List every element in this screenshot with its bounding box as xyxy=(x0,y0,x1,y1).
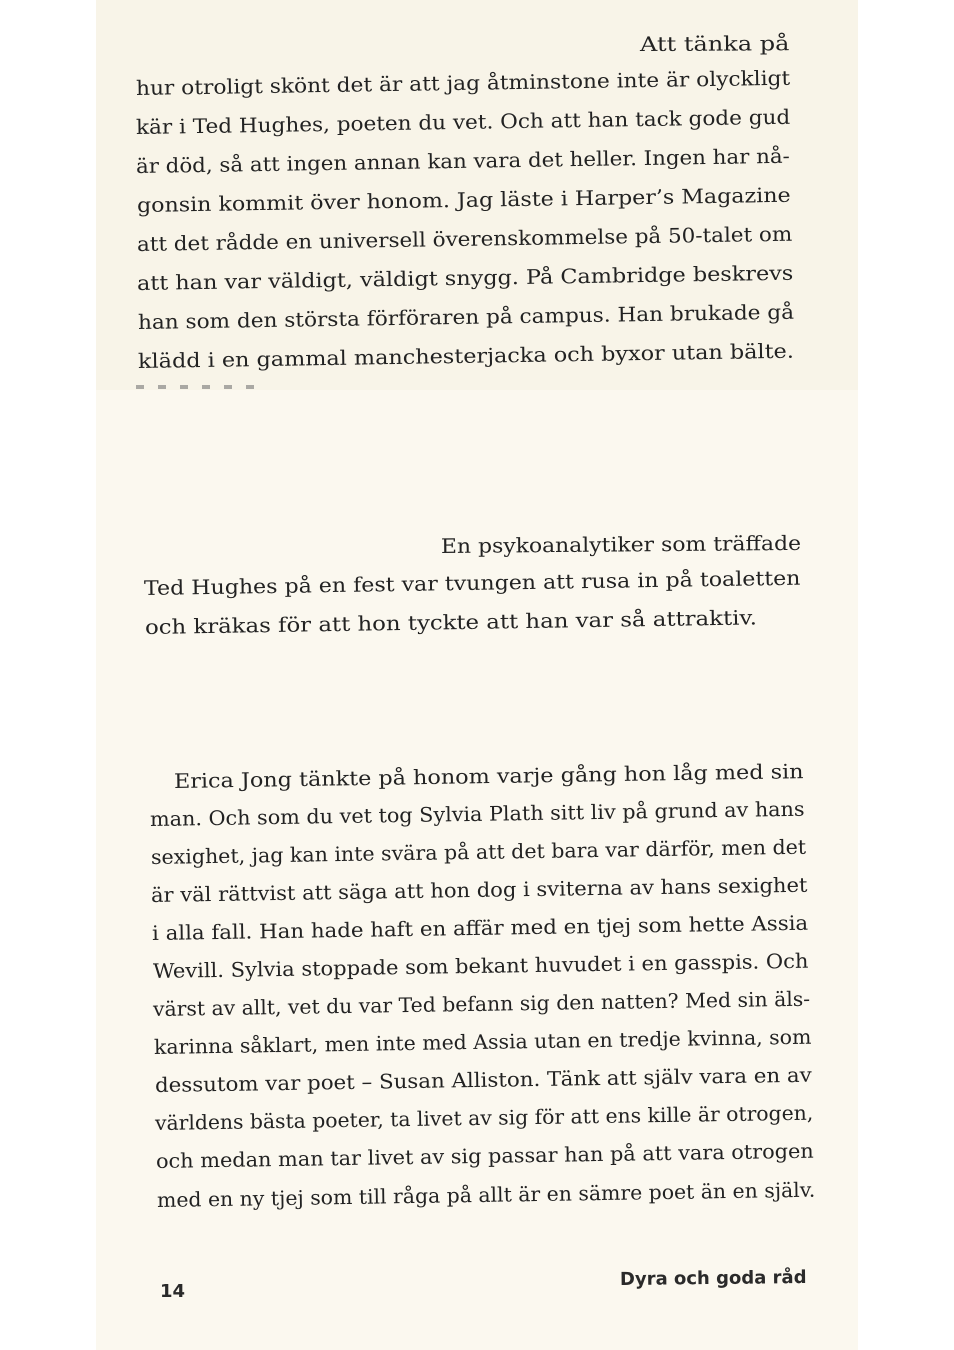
text-line: Att tänka på xyxy=(639,31,790,56)
text-line: kär i Ted Hughes, poeten du vet. Och att han tack gode gud xyxy=(135,104,791,139)
text-line: och kräkas för att hon tyckte att han var så attraktiv. xyxy=(144,605,758,639)
text-line: klädd i en gammal manchesterjacka och byxor utan bälte. xyxy=(137,338,795,373)
text-line: värst av allt, vet du var Ted befann sig den natten? Med sin äls- xyxy=(152,986,811,1021)
text-line: han som den största förföraren på campus. Han brukade gå xyxy=(137,299,795,334)
text-line: karinna såklart, men inte med Assia utan en tredje kvinna, som xyxy=(153,1024,812,1059)
text-line: Wevill. Sylvia stoppade som bekant huvudet i en gasspis. Och xyxy=(152,948,809,983)
page-number: 14 xyxy=(160,1281,186,1302)
text-line: gonsin kommit över honom. Jag läste i Harper’s Magazine xyxy=(136,182,791,217)
text-line: att det rådde en universell överenskommelse på 50-talet om xyxy=(136,221,793,256)
text-line: världens bästa poeter, ta livet av sig för att ens kille är otrogen, xyxy=(154,1100,814,1135)
running-title: Dyra och goda råd xyxy=(619,1267,807,1290)
text-line: En psykoanalytiker som träffade xyxy=(440,530,802,558)
text-line: i alla fall. Han hade haft en affär med en tjej som hette Assia xyxy=(151,910,809,945)
text-line: att han var väldigt, väldigt snygg. På Cambridge beskrevs xyxy=(136,260,794,295)
text-line: Erica Jong tänkte på honom varje gång hon låg med sin xyxy=(173,759,804,793)
cropped-text-remnant xyxy=(136,385,266,389)
text-line: Ted Hughes på en fest var tvungen att rusa in på toaletten xyxy=(143,565,801,600)
text-line: man. Och som du vet tog Sylvia Plath sitt liv på grund av hans xyxy=(149,796,805,831)
text-line: hur otroligt skönt det är att jag åtminstone inte är olyckligt xyxy=(135,65,791,100)
text-line: med en ny tjej som till råga på allt är en sämre poet än en själv. xyxy=(156,1177,816,1212)
text-line: är död, så att ingen annan kan vara det heller. Ingen har nå- xyxy=(135,143,790,178)
text-line: sexighet, jag kan inte svära på att det bara var därför, men det xyxy=(150,834,807,869)
text-line: och medan man tar livet av sig passar han på att vara otrogen xyxy=(155,1138,814,1173)
text-line: dessutom var poet – Susan Alliston. Tänk att själv vara en av xyxy=(154,1062,812,1097)
text-line: är väl rättvist att säga att hon dog i sviterna av hans sexighet xyxy=(150,872,808,907)
